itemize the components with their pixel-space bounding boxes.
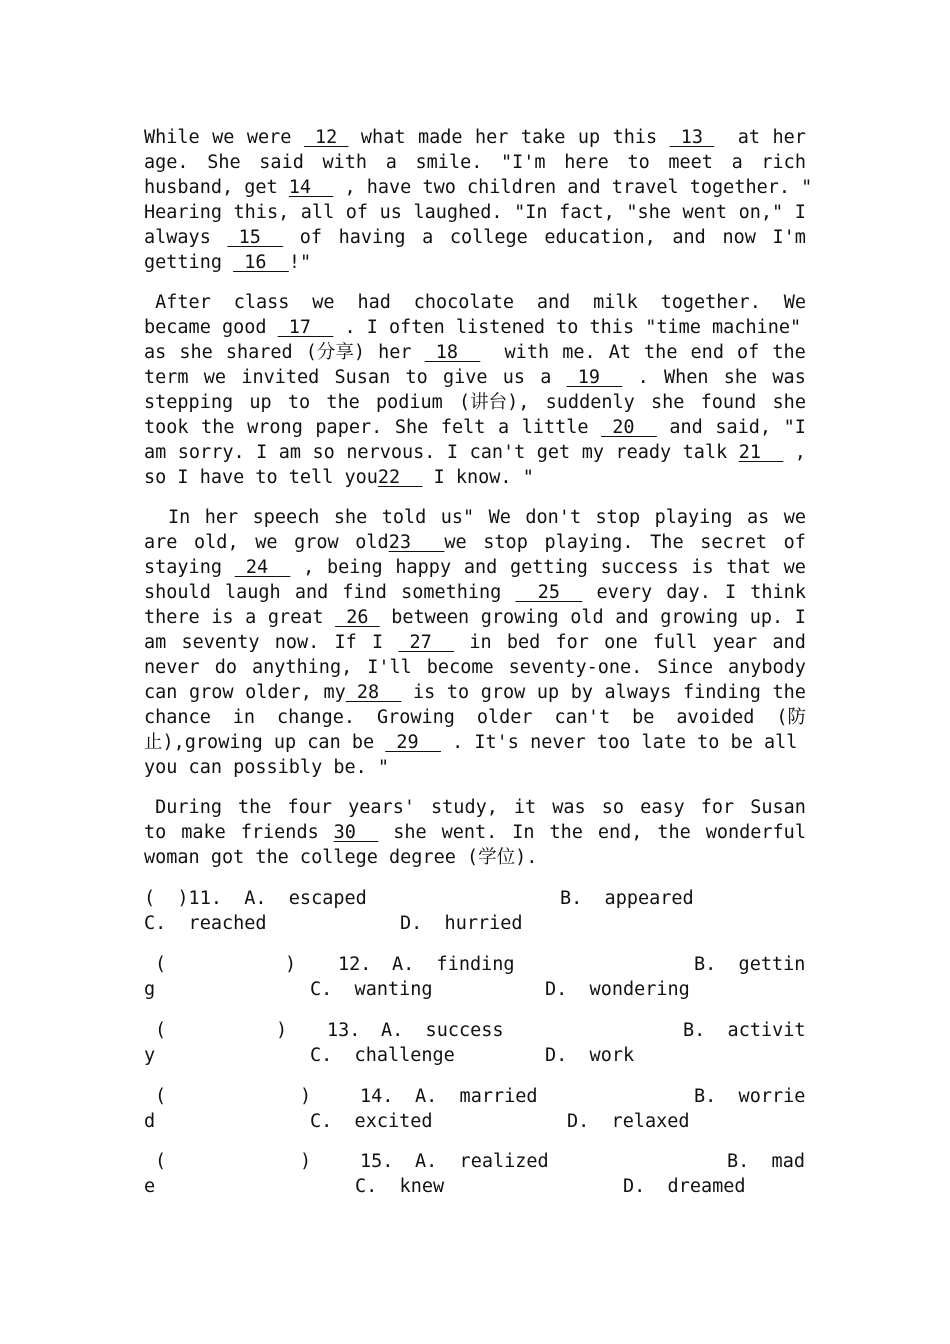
answer-paren-right: ) bbox=[285, 954, 297, 975]
line: In her speech she told us" We don't stop playing as we bbox=[168, 507, 806, 528]
line: there is a great 26 between growing old and growing up. I bbox=[144, 607, 806, 628]
line: am seventy now. If I 27 in bed for one full year and bbox=[144, 632, 806, 653]
line: should laugh and find something 25 every day. I think bbox=[144, 582, 806, 603]
line: became good 17 . I often listened to this "time machine" bbox=[144, 317, 802, 338]
option-b-wrap: g bbox=[144, 979, 156, 1000]
option-d: D. work bbox=[545, 1045, 635, 1066]
line: always 15 of having a college education, and now I'm bbox=[144, 227, 806, 248]
line: so I have to tell you22 I know. " bbox=[144, 467, 534, 488]
line: as she shared (分享) her 18 with me. At the end of the bbox=[144, 342, 806, 363]
line: stepping up to the podium (讲台), suddenly she found she bbox=[144, 392, 806, 413]
blank-17: 17 bbox=[277, 317, 334, 338]
answer-paren-left: ( bbox=[155, 954, 167, 975]
answer-paren-right: ) bbox=[276, 1020, 288, 1041]
question-stem: ( )11. A. escaped bbox=[144, 888, 367, 909]
answer-paren-left: ( bbox=[155, 1086, 167, 1107]
line: you can possibly be. " bbox=[144, 757, 390, 778]
blank-12: 12 bbox=[303, 127, 349, 148]
blank-23: 23 bbox=[388, 532, 445, 553]
paragraph-2 bbox=[144, 290, 806, 490]
option-b: B. mad bbox=[727, 1151, 805, 1172]
option-a: A. success bbox=[381, 1020, 504, 1041]
paragraph-4 bbox=[144, 795, 806, 870]
question-number: 12. bbox=[338, 954, 372, 975]
blank-30: 30 bbox=[333, 822, 379, 843]
line: getting 16 !" bbox=[144, 252, 312, 273]
option-d: D. relaxed bbox=[567, 1111, 690, 1132]
blank-25: 25 bbox=[515, 582, 583, 603]
line: am sorry. I am so nervous. I can't get my ready talk 21 , bbox=[144, 442, 806, 463]
option-c: C. reached bbox=[144, 913, 267, 934]
blank-15: 15 bbox=[227, 227, 284, 248]
option-a: A. finding bbox=[392, 954, 515, 975]
question-number: 15. bbox=[360, 1151, 394, 1172]
option-d: D. dreamed bbox=[623, 1176, 746, 1197]
blank-13: 13 bbox=[669, 127, 715, 148]
option-c: C. challenge bbox=[310, 1045, 455, 1066]
line: are old, we grow old23 we stop playing. The secret of bbox=[144, 532, 806, 553]
line: term we invited Susan to give us a 19 . When she was bbox=[144, 367, 806, 388]
line: While we were 12 what made her take up this 13 at her bbox=[144, 127, 806, 148]
question-number: 13. bbox=[327, 1020, 361, 1041]
line: to make friends 30 she went. In the end, the wonderful bbox=[144, 822, 806, 843]
option-c: C. excited bbox=[310, 1111, 433, 1132]
line: can grow older, my 28 is to grow up by always finding the bbox=[144, 682, 806, 703]
answer-paren-right: ) bbox=[300, 1086, 312, 1107]
answer-paren-right: ) bbox=[300, 1151, 312, 1172]
option-b-wrap: e bbox=[144, 1176, 156, 1197]
blank-20: 20 bbox=[601, 417, 657, 438]
line: Hearing this, all of us laughed. "In fact, "she went on," I bbox=[144, 202, 806, 223]
option-b-wrap: y bbox=[144, 1045, 156, 1066]
option-d: D. hurried bbox=[400, 913, 523, 934]
line: chance in change. Growing older can't be avoided (防 bbox=[144, 707, 806, 728]
line: staying 24 , being happy and getting success is that we bbox=[144, 557, 806, 578]
option-a: A. married bbox=[415, 1086, 538, 1107]
blank-18: 18 bbox=[424, 342, 481, 363]
line: woman got the college degree (学位). bbox=[144, 847, 538, 868]
question-number: 14. bbox=[360, 1086, 394, 1107]
option-b: B. gettin bbox=[694, 954, 806, 975]
paragraph-1 bbox=[144, 125, 813, 275]
paragraph-3 bbox=[144, 505, 806, 780]
option-b: B. appeared bbox=[560, 888, 694, 909]
blank-21: 21 bbox=[738, 442, 784, 463]
option-b-wrap: d bbox=[144, 1111, 156, 1132]
blank-29: 29 bbox=[385, 732, 441, 753]
line: never do anything, I'll become seventy-one. Since anybody bbox=[144, 657, 806, 678]
blank-19: 19 bbox=[566, 367, 623, 388]
line: husband, get 14 , have two children and travel together. " bbox=[144, 177, 813, 198]
option-c: C. knew bbox=[355, 1176, 445, 1197]
answer-paren-left: ( bbox=[155, 1020, 167, 1041]
option-b: B. worrie bbox=[694, 1086, 806, 1107]
option-c: C. wanting bbox=[310, 979, 433, 1000]
line: 止),growing up can be 29 . It's never too late to be all bbox=[144, 732, 798, 753]
blank-28: 28 bbox=[345, 682, 402, 703]
option-a: A. realized bbox=[415, 1151, 549, 1172]
answer-paren-left: ( bbox=[155, 1151, 167, 1172]
blank-14: 14 bbox=[288, 177, 334, 198]
line: After class we had chocolate and milk together. We bbox=[144, 292, 806, 313]
line: During the four years' study, it was so easy for Susan bbox=[144, 797, 806, 818]
blank-22: 22 bbox=[377, 467, 423, 488]
blank-26: 26 bbox=[335, 607, 380, 628]
option-b: B. activit bbox=[683, 1020, 806, 1041]
blank-24: 24 bbox=[234, 557, 291, 578]
blank-16: 16 bbox=[233, 252, 289, 273]
line: age. She said with a smile. "I'm here to meet a rich bbox=[144, 152, 806, 173]
line: took the wrong paper. She felt a little 20 and said, "I bbox=[144, 417, 806, 438]
option-d: D. wondering bbox=[545, 979, 690, 1000]
blank-27: 27 bbox=[398, 632, 455, 653]
